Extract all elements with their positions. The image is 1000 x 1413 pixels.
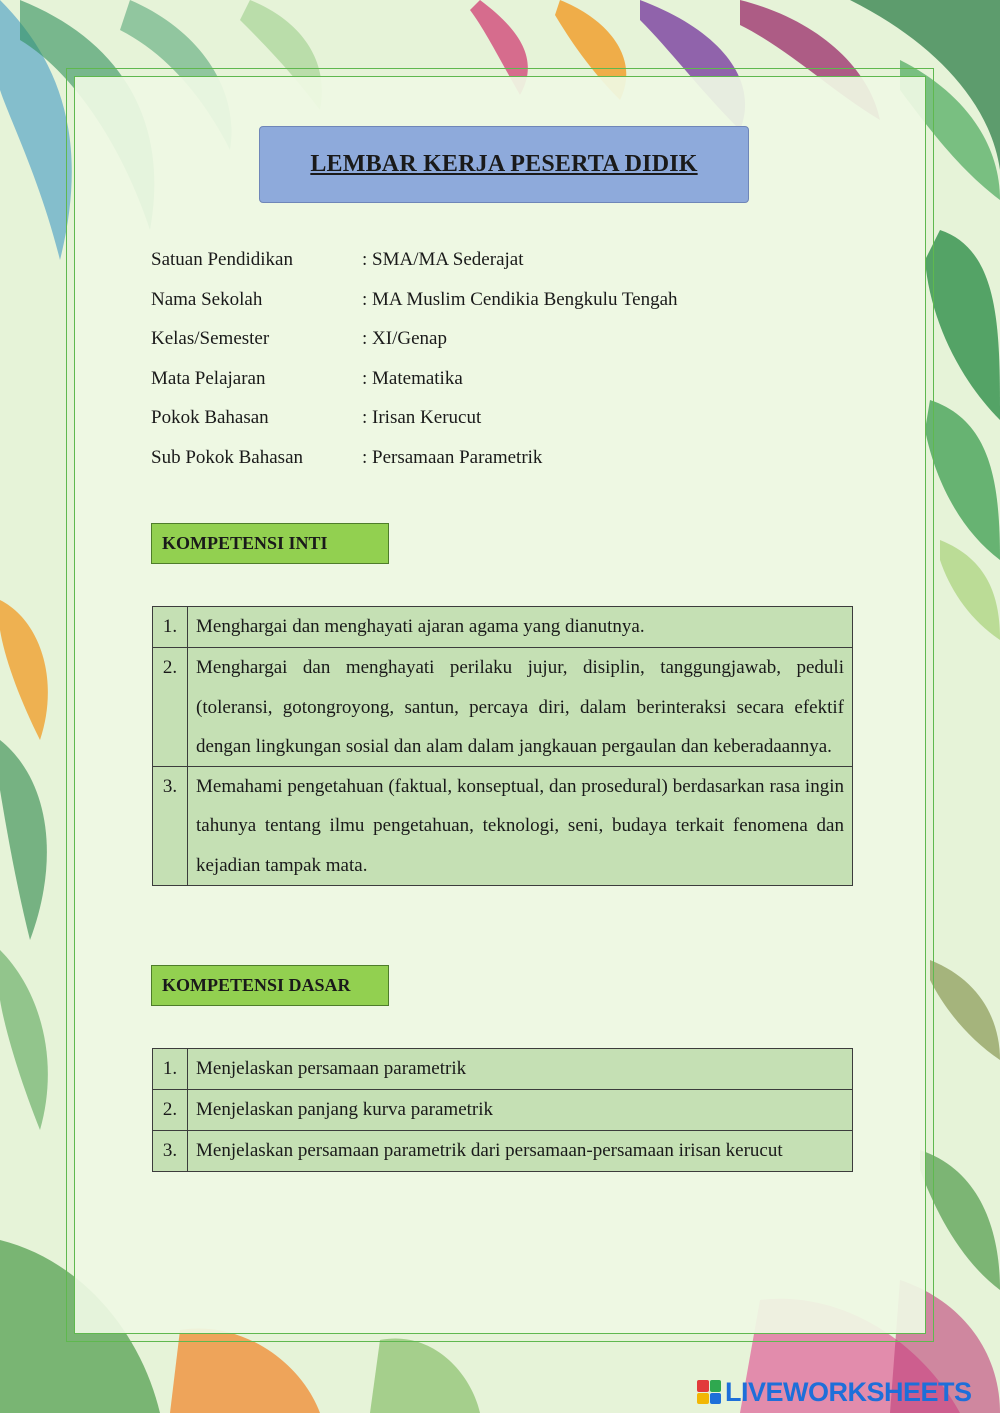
table-row xyxy=(153,767,853,886)
item-number: 3. xyxy=(153,1131,188,1172)
item-number: 3. xyxy=(153,767,188,886)
info-value: : Matematika xyxy=(362,367,463,389)
info-value: : Persamaan Parametrik xyxy=(362,446,543,468)
info-label: Sub Pokok Bahasan xyxy=(151,446,303,468)
item-text: Menjelaskan panjang kurva parametrik xyxy=(188,1090,853,1131)
kompetensi-dasar-table xyxy=(152,1048,853,1172)
info-value: : XI/Genap xyxy=(362,328,447,350)
info-value: : MA Muslim Cendikia Bengkulu Tengah xyxy=(362,288,678,310)
kompetensi-inti-heading: KOMPETENSI INTI xyxy=(151,523,389,564)
title-banner xyxy=(259,126,749,203)
item-text: Memahami pengetahuan (faktual, konseptual, dan prosedural) berdasarkan rasa ingin tahunya tentang ilmu pengetahuan, teknologi, seni, budaya terkait fenomena dan kejadian tampak mata. xyxy=(188,767,853,886)
table-row xyxy=(153,1049,853,1090)
item-text: Menjelaskan persamaan parametrik xyxy=(188,1049,853,1090)
item-number: 1. xyxy=(153,607,188,648)
item-text: Menjelaskan persamaan parametrik dari persamaan-persamaan irisan kerucut xyxy=(188,1131,853,1172)
watermark-text: LIVEWORKSHEETS xyxy=(725,1376,972,1407)
info-label: Satuan Pendidikan xyxy=(151,249,293,270)
table-row xyxy=(153,648,853,767)
table-row xyxy=(153,607,853,648)
liveworksheets-watermark xyxy=(697,1377,972,1407)
info-label: Kelas/Semester xyxy=(151,328,270,350)
kompetensi-inti-table xyxy=(152,606,853,886)
info-label: Mata Pelajaran xyxy=(151,367,266,389)
table-row xyxy=(153,1090,853,1131)
item-number: 2. xyxy=(153,1090,188,1131)
info-value: : Irisan Kerucut xyxy=(362,407,482,429)
item-number: 1. xyxy=(153,1049,188,1090)
item-number: 2. xyxy=(153,648,188,767)
liveworksheets-logo-icon xyxy=(697,1380,721,1404)
item-text: Menghargai dan menghayati perilaku jujur, disiplin, tanggungjawab, peduli (toleransi, gotongroyong, santun, percaya diri, dalam berinteraksi secara efektif dengan lingkungan sosial dan alam dalam jangkauan pergaulan dan keberadaannya. xyxy=(188,648,853,767)
info-label: Nama Sekolah xyxy=(151,288,263,310)
info-value: : SMA/MA Sederajat xyxy=(362,249,524,270)
table-row xyxy=(153,1131,853,1172)
page-title: LEMBAR KERJA PESERTA DIDIK xyxy=(310,151,698,177)
item-text: Menghargai dan menghayati ajaran agama yang dianutnya. xyxy=(188,607,853,648)
info-label: Pokok Bahasan xyxy=(151,407,269,429)
kompetensi-dasar-heading: KOMPETENSI DASAR xyxy=(151,965,389,1006)
